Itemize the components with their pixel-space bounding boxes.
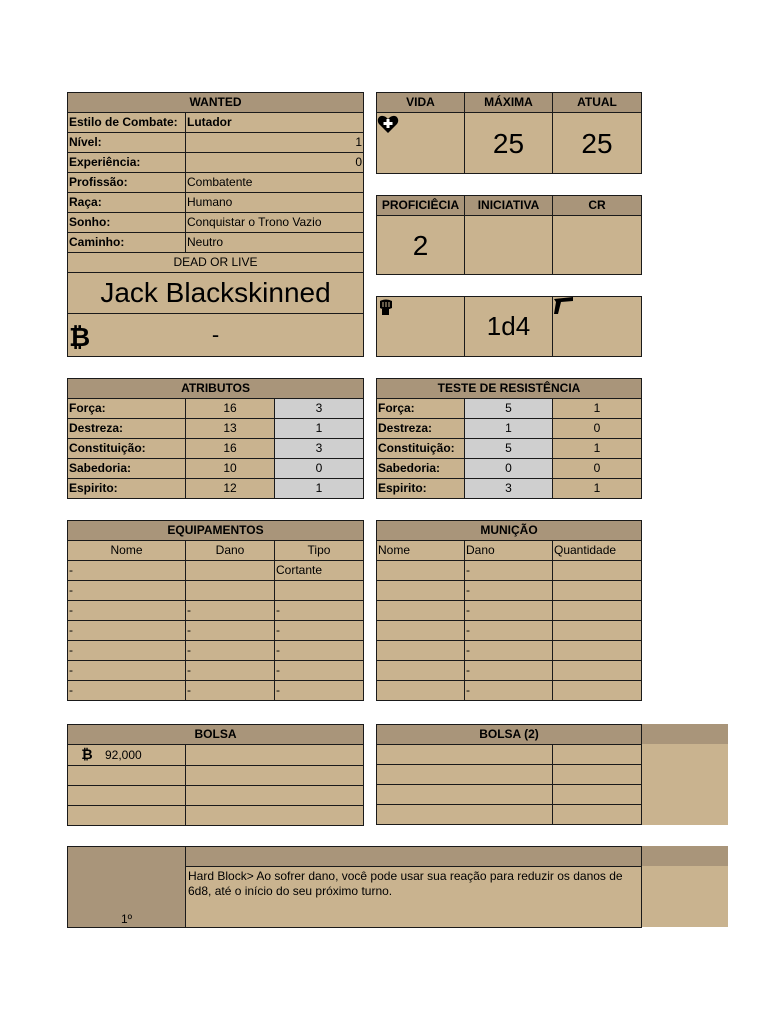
heart-plus-icon: [377, 114, 399, 134]
character-name[interactable]: Jack Blackskinned: [68, 273, 364, 314]
purse2-cell[interactable]: [377, 785, 553, 805]
equipment-cell[interactable]: [186, 561, 275, 581]
equipment-cell[interactable]: -: [68, 661, 186, 681]
hp-max-value[interactable]: 25: [465, 113, 553, 174]
equipment-cell[interactable]: -: [275, 661, 364, 681]
ability-header: [186, 847, 642, 867]
ammo-col-name: Nome: [377, 541, 465, 561]
ammo-cell[interactable]: [553, 641, 642, 661]
save-dexterity-label: Destreza:: [377, 419, 465, 439]
cr-header: CR: [553, 196, 642, 216]
ammo-cell[interactable]: -: [465, 621, 553, 641]
purse-table: [67, 724, 364, 826]
dead-or-live-label: DEAD OR LIVE: [68, 253, 364, 273]
purse-cell[interactable]: [186, 745, 364, 766]
bounty-value[interactable]: -: [68, 314, 364, 357]
purse-cell[interactable]: [186, 766, 364, 786]
save-constitution-label: Constituição:: [377, 439, 465, 459]
equipment-cell[interactable]: -: [68, 561, 186, 581]
ammo-cell[interactable]: [553, 601, 642, 621]
path-value[interactable]: Neutro: [186, 233, 364, 253]
saving-throw-table: [376, 378, 642, 499]
combat-style-value[interactable]: Lutador: [186, 113, 364, 133]
save-wisdom-mod[interactable]: 0: [553, 459, 642, 479]
proficiency-header: PROFICIÊCIA: [377, 196, 465, 216]
attr-spirit-mod: 1: [275, 479, 364, 499]
table-row: [377, 561, 642, 581]
purse2-table: [376, 724, 642, 825]
hp-current-value[interactable]: 25: [553, 113, 642, 174]
ammo-cell[interactable]: [553, 661, 642, 681]
purse2-header: BOLSA (2): [377, 725, 642, 745]
table-row: [377, 661, 642, 681]
attr-strength-value[interactable]: 16: [186, 399, 275, 419]
purse2-cell[interactable]: [553, 765, 642, 785]
attr-spirit-value[interactable]: 12: [186, 479, 275, 499]
experience-label: Experiência:: [68, 153, 186, 173]
attr-spirit-label: Espirito:: [68, 479, 186, 499]
equipment-cell[interactable]: -: [68, 601, 186, 621]
purse2-cell[interactable]: [553, 785, 642, 805]
purse2-cell[interactable]: [377, 745, 553, 765]
attr-wisdom-label: Sabedoria:: [68, 459, 186, 479]
combat-style-label: Estilo de Combate:: [68, 113, 186, 133]
experience-value[interactable]: 0: [186, 153, 364, 173]
ammo-header: MUNIÇÃO: [377, 521, 642, 541]
equipment-cell[interactable]: [275, 581, 364, 601]
ammo-cell[interactable]: -: [465, 581, 553, 601]
ammo-cell[interactable]: [553, 621, 642, 641]
dream-value[interactable]: Conquistar o Trono Vazio: [186, 213, 364, 233]
table-row: [68, 621, 364, 641]
table-row: [68, 681, 364, 701]
ammo-cell[interactable]: -: [465, 641, 553, 661]
table-row: [377, 621, 642, 641]
attr-constitution-label: Constituição:: [68, 439, 186, 459]
equipment-cell[interactable]: -: [68, 681, 186, 701]
equipment-col-damage: Dano: [186, 541, 275, 561]
save-strength-mod[interactable]: 1: [553, 399, 642, 419]
race-value[interactable]: Humano: [186, 193, 364, 213]
equipment-cell[interactable]: -: [275, 621, 364, 641]
pistol-icon: [552, 297, 574, 315]
save-wisdom-label: Sabedoria:: [377, 459, 465, 479]
table-row: [68, 601, 364, 621]
berry-symbol-icon: ₿: [69, 322, 91, 352]
fist-icon: [377, 298, 395, 316]
attr-wisdom-mod: 0: [275, 459, 364, 479]
attr-dexterity-label: Destreza:: [68, 419, 186, 439]
purse-header: BOLSA: [68, 725, 364, 745]
wanted-header: WANTED: [68, 93, 364, 113]
ammo-col-quantity: Quantidade: [553, 541, 642, 561]
purse-amount-cell: [68, 745, 186, 766]
ability-table: [67, 846, 642, 928]
table-row: [68, 661, 364, 681]
table-row: [68, 561, 364, 581]
equipment-cell[interactable]: -: [186, 661, 275, 681]
equipment-cell[interactable]: -: [68, 621, 186, 641]
purse2-cell[interactable]: [553, 805, 642, 825]
berry-symbol-icon: ₿: [81, 746, 93, 762]
proficiency-value[interactable]: 2: [377, 216, 465, 275]
ammo-cell[interactable]: [377, 561, 465, 581]
race-label: Raça:: [68, 193, 186, 213]
profession-value[interactable]: Combatente: [186, 173, 364, 193]
purse-cell[interactable]: [68, 786, 186, 806]
attr-wisdom-value[interactable]: 10: [186, 459, 275, 479]
attr-dexterity-value[interactable]: 13: [186, 419, 275, 439]
purse-cell[interactable]: [68, 766, 186, 786]
vida-header: VIDA: [377, 93, 465, 113]
attributes-table: [67, 378, 364, 499]
save-constitution-value: 5: [465, 439, 553, 459]
atual-header: ATUAL: [553, 93, 642, 113]
ammo-cell[interactable]: [377, 661, 465, 681]
save-spirit-mod[interactable]: 1: [553, 479, 642, 499]
purse2-cell[interactable]: [377, 805, 553, 825]
equipment-cell[interactable]: [186, 581, 275, 601]
purse-cell[interactable]: [186, 786, 364, 806]
attr-strength-mod: 3: [275, 399, 364, 419]
ability-level: 1º: [68, 847, 186, 928]
equipment-header: EQUIPAMENTOS: [68, 521, 364, 541]
equipment-cell[interactable]: -: [68, 641, 186, 661]
saving-throw-header: TESTE DE RESISTÊNCIA: [377, 379, 642, 399]
purse2-cell[interactable]: [377, 765, 553, 785]
cr-value[interactable]: [553, 216, 642, 275]
ammo-cell[interactable]: -: [465, 661, 553, 681]
equipment-cell[interactable]: -: [186, 601, 275, 621]
ability-header-fill: [640, 846, 728, 866]
initiative-value[interactable]: [465, 216, 553, 275]
equipment-cell[interactable]: -: [275, 641, 364, 661]
damage-table: [376, 296, 642, 357]
equipment-col-name: Nome: [68, 541, 186, 561]
save-strength-value: 5: [465, 399, 553, 419]
maxima-header: MÁXIMA: [465, 93, 553, 113]
equipment-cell[interactable]: -: [186, 621, 275, 641]
ammo-cell[interactable]: -: [465, 681, 553, 701]
path-label: Caminho:: [68, 233, 186, 253]
wanted-table: [67, 92, 364, 357]
ammo-cell[interactable]: [377, 681, 465, 701]
save-strength-label: Força:: [377, 399, 465, 419]
ammo-col-damage: Dano: [465, 541, 553, 561]
equipment-cell[interactable]: -: [275, 601, 364, 621]
attr-strength-label: Força:: [68, 399, 186, 419]
ammo-cell[interactable]: [553, 681, 642, 701]
purse-cell[interactable]: [68, 806, 186, 826]
vida-table: [376, 92, 642, 174]
level-value[interactable]: 1: [186, 133, 364, 153]
ammo-cell[interactable]: -: [465, 601, 553, 621]
equipment-table: [67, 520, 364, 701]
initiative-header: INICIATIVA: [465, 196, 553, 216]
purse2-cell[interactable]: [553, 745, 642, 765]
ability-body-fill: [640, 866, 728, 927]
save-dexterity-mod[interactable]: 0: [553, 419, 642, 439]
ammo-cell[interactable]: [377, 601, 465, 621]
level-label: Nível:: [68, 133, 186, 153]
table-row: [377, 601, 642, 621]
equipment-cell[interactable]: -: [275, 681, 364, 701]
table-row: [68, 641, 364, 661]
equipment-cell[interactable]: Cortante: [275, 561, 364, 581]
attributes-header: ATRIBUTOS: [68, 379, 364, 399]
table-row: [377, 681, 642, 701]
equipment-cell[interactable]: -: [186, 641, 275, 661]
ammo-cell[interactable]: [377, 641, 465, 661]
ammo-cell[interactable]: [377, 621, 465, 641]
save-spirit-value: 3: [465, 479, 553, 499]
purse-amount[interactable]: 92,000: [105, 748, 142, 762]
attr-constitution-mod: 3: [275, 439, 364, 459]
ammo-cell[interactable]: [377, 581, 465, 601]
ability-description[interactable]: Hard Block> Ao sofrer dano, você pode usar sua reação para reduzir os danos de 6d8, até o início do seu próximo turno.: [186, 867, 642, 928]
table-row: [68, 581, 364, 601]
equipment-cell[interactable]: -: [186, 681, 275, 701]
purse2-overflow-body: [640, 744, 728, 825]
save-dexterity-value: 1: [465, 419, 553, 439]
dream-label: Sonho:: [68, 213, 186, 233]
ammo-table: [376, 520, 642, 701]
save-constitution-mod[interactable]: 1: [553, 439, 642, 459]
equipment-col-type: Tipo: [275, 541, 364, 561]
proficiency-table: [376, 195, 642, 275]
ammo-cell[interactable]: -: [465, 561, 553, 581]
damage-dice-value[interactable]: 1d4: [465, 297, 553, 357]
ammo-cell[interactable]: [553, 581, 642, 601]
ammo-cell[interactable]: [553, 561, 642, 581]
table-row: [377, 641, 642, 661]
profession-label: Profissão:: [68, 173, 186, 193]
purse-cell[interactable]: [186, 806, 364, 826]
attr-dexterity-mod: 1: [275, 419, 364, 439]
save-spirit-label: Espirito:: [377, 479, 465, 499]
attr-constitution-value[interactable]: 16: [186, 439, 275, 459]
equipment-cell[interactable]: -: [68, 581, 186, 601]
table-row: [377, 581, 642, 601]
save-wisdom-value: 0: [465, 459, 553, 479]
